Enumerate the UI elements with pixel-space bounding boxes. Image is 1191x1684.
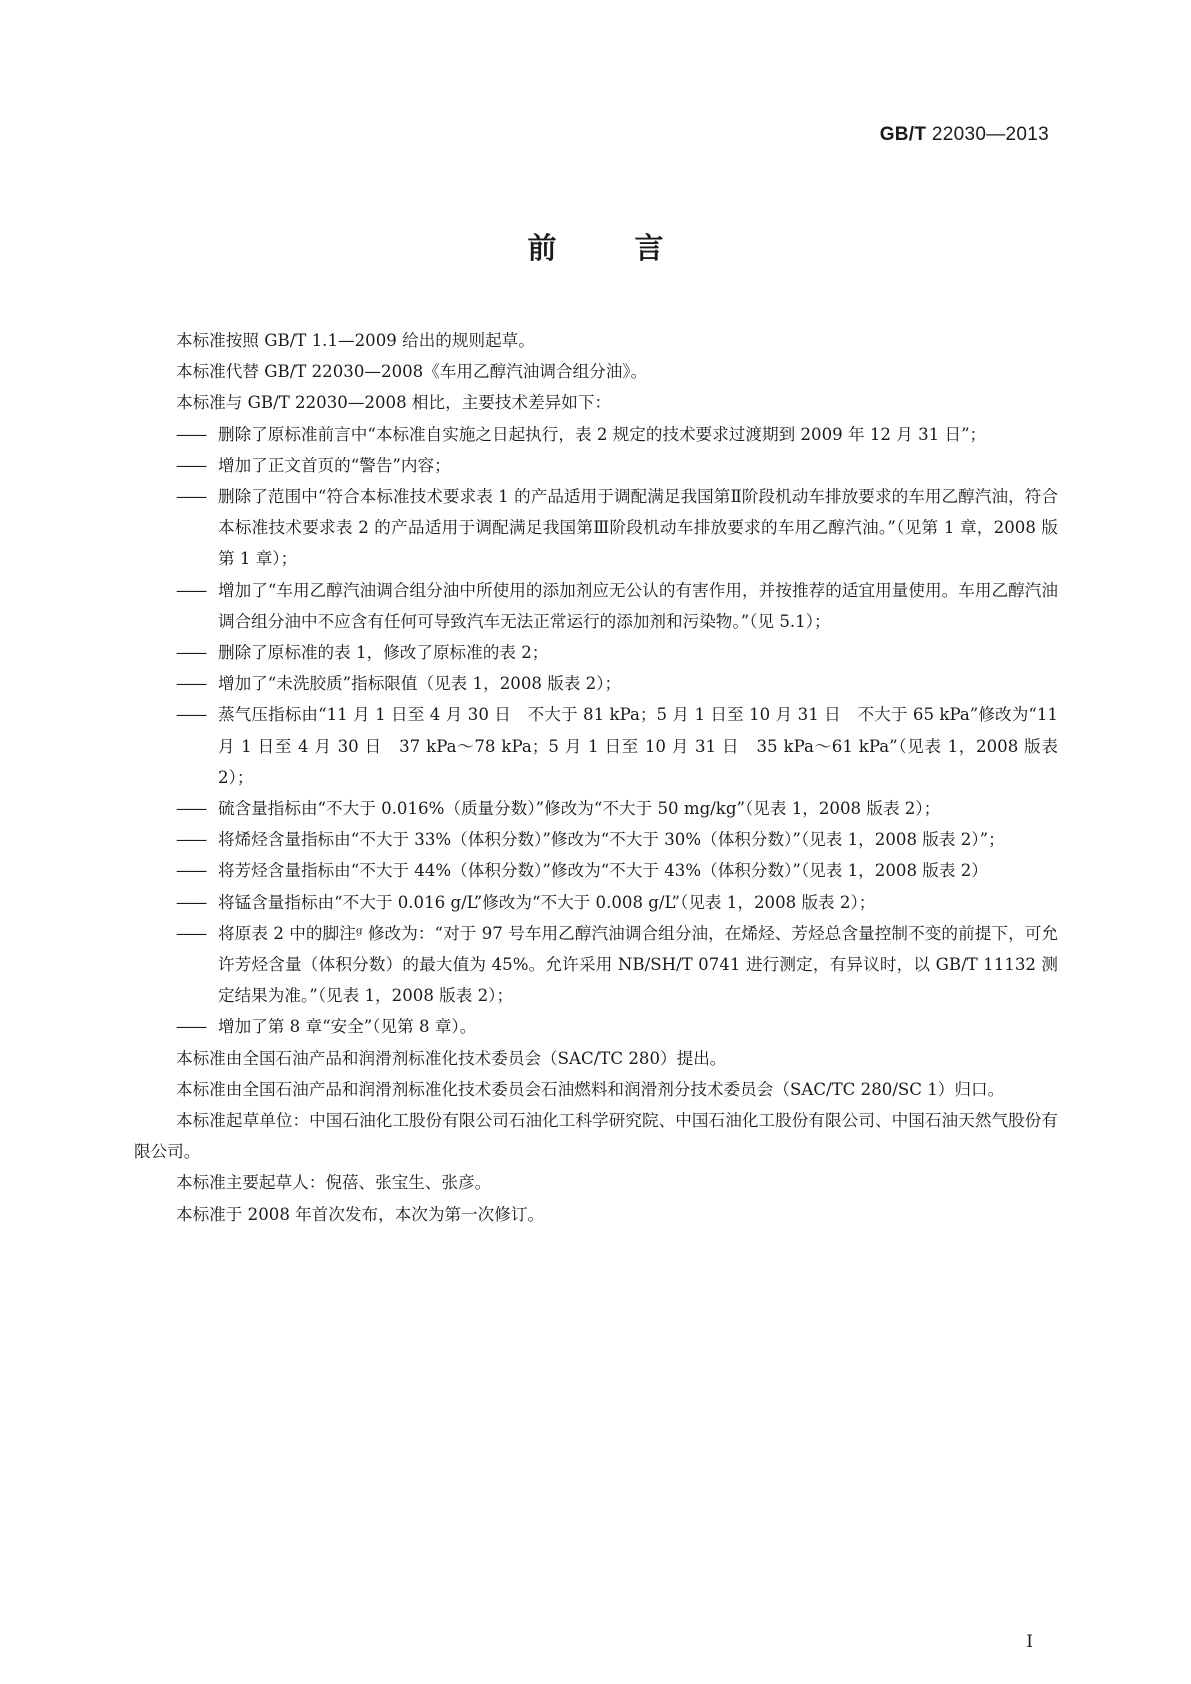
paragraph: 本标准主要起草人：倪蓓、张宝生、张彦。 [176, 1173, 492, 1193]
change-item [134, 450, 1058, 481]
dash-marker: —— [176, 424, 206, 444]
change-item [134, 793, 1058, 824]
standard-code-number: 22030—2013 [931, 124, 1049, 145]
dash-marker: —— [176, 455, 206, 475]
change-item [134, 824, 1058, 855]
paragraph: 本标准代替 GB/T 22030—2008《车用乙醇汽油调合组分油》。 [176, 362, 648, 382]
dash-marker: —— [176, 487, 206, 507]
change-text: 将芳烃含量指标由“不大于 44%（体积分数）”修改为“不大于 43%（体积分数）”（见表 1，2008 版表 2） [218, 861, 988, 881]
change-text: 增加了“车用乙醇汽油调合组分油中所使用的添加剂应无公认的有害作用，并按推荐的适宜用量使用。车用乙醇汽油调合组分油中不应含有任何可导致汽车无法正常运行的添加剂和污染物。”（见 5.1）； [218, 580, 1058, 631]
change-text: 删除了范围中“符合本标准技术要求表 1 的产品适用于调配满足我国第Ⅱ阶段机动车排放要求的车用乙醇汽油，符合本标准技术要求表 2 的产品适用于调配满足我国第Ⅲ阶段机动车排放要求的车用乙醇汽油。”（见第 1 章，2008 版第 1 章）； [218, 487, 1058, 569]
change-text: 删除了原标准前言中“本标准自实施之日起执行，表 2 规定的技术要求过渡期到 2009 年 12 月 31 日”； [218, 424, 987, 444]
dash-marker: —— [176, 705, 206, 725]
change-text: 将原表 2 中的脚注ᵍ 修改为：“对于 97 号车用乙醇汽油调合组分油，在烯烃、芳烃总含量控制不变的前提下，可允许芳烃含量（体积分数）的最大值为 45%。允许采用 NB/SH/T 0741 进行测定，有异议时，以 GB/T 11132 测定结果为准。”（见表 1，2008 版表 2）； [218, 923, 1058, 1006]
change-item [134, 1011, 1058, 1042]
change-item [134, 887, 1058, 918]
change-item [134, 855, 1058, 886]
change-text: 硫含量指标由“不大于 0.016%（质量分数）”修改为“不大于 50 mg/kg”（见表 1，2008 版表 2）； [218, 799, 941, 819]
change-text: 增加了“未洗胶质”指标限值（见表 1，2008 版表 2）； [218, 674, 622, 694]
dash-marker: —— [176, 799, 206, 819]
change-item [134, 419, 1058, 450]
dash-marker: —— [176, 1017, 206, 1037]
standard-code-prefix: GB/T [879, 124, 927, 145]
change-text: 增加了第 8 章“安全”（见第 8 章）。 [218, 1017, 477, 1037]
paragraph: 本标准由全国石油产品和润滑剂标准化技术委员会石油燃料和润滑剂分技术委员会（SAC/TC 280/SC 1）归口。 [176, 1079, 1005, 1099]
page-title: 前 言 [527, 231, 698, 265]
change-item [134, 575, 1058, 637]
change-text: 删除了原标准的表 1，修改了原标准的表 2； [218, 643, 549, 663]
dash-marker: —— [176, 892, 206, 912]
change-item [134, 481, 1058, 575]
paragraph: 本标准由全国石油产品和润滑剂标准化技术委员会（SAC/TC 280）提出。 [176, 1048, 727, 1068]
change-item [134, 699, 1058, 793]
paragraph: 本标准按照 GB/T 1.1—2009 给出的规则起草。 [176, 331, 535, 350]
change-text: 蒸气压指标由“11 月 1 日至 4 月 30 日 不大于 81 kPa；5 月 1 日至 10 月 31 日 不大于 65 kPa”修改为“11 月 1 日至 4 月 30 日 37 kPa～78 kPa；5 月 1 日至 10 月 31 日 35 kPa～61 kPa”（见表 1，2008 版表 2）； [218, 705, 1058, 787]
dash-marker: —— [176, 674, 206, 694]
foreword-body [134, 325, 1058, 1230]
dash-marker: —— [176, 861, 206, 881]
dash-marker: —— [176, 580, 206, 600]
change-item [134, 918, 1058, 1012]
paragraph: 本标准起草单位：中国石油化工股份有限公司石油化工科学研究院、中国石油化工股份有限公司、中国石油天然气股份有限公司。 [134, 1111, 1058, 1162]
dash-marker: —— [176, 923, 206, 943]
dash-marker: —— [176, 643, 206, 663]
change-text: 将锰含量指标由“不大于 0.016 g/L”修改为“不大于 0.008 g/L”（见表 1，2008 版表 2）； [218, 892, 876, 912]
page-number: I [1026, 1632, 1033, 1652]
change-text: 增加了正文首页的“警告”内容； [218, 455, 451, 475]
paragraph: 本标准与 GB/T 22030—2008 相比，主要技术差异如下： [176, 393, 612, 413]
standard-number [880, 124, 1049, 146]
dash-marker: —— [176, 830, 206, 850]
change-text: 将烯烃含量指标由“不大于 33%（体积分数）”修改为“不大于 30%（体积分数）”（见表 1，2008 版表 2）”； [218, 830, 1005, 850]
change-item [134, 637, 1058, 668]
paragraph: 本标准于 2008 年首次发布，本次为第一次修订。 [176, 1204, 545, 1224]
change-item [134, 668, 1058, 699]
